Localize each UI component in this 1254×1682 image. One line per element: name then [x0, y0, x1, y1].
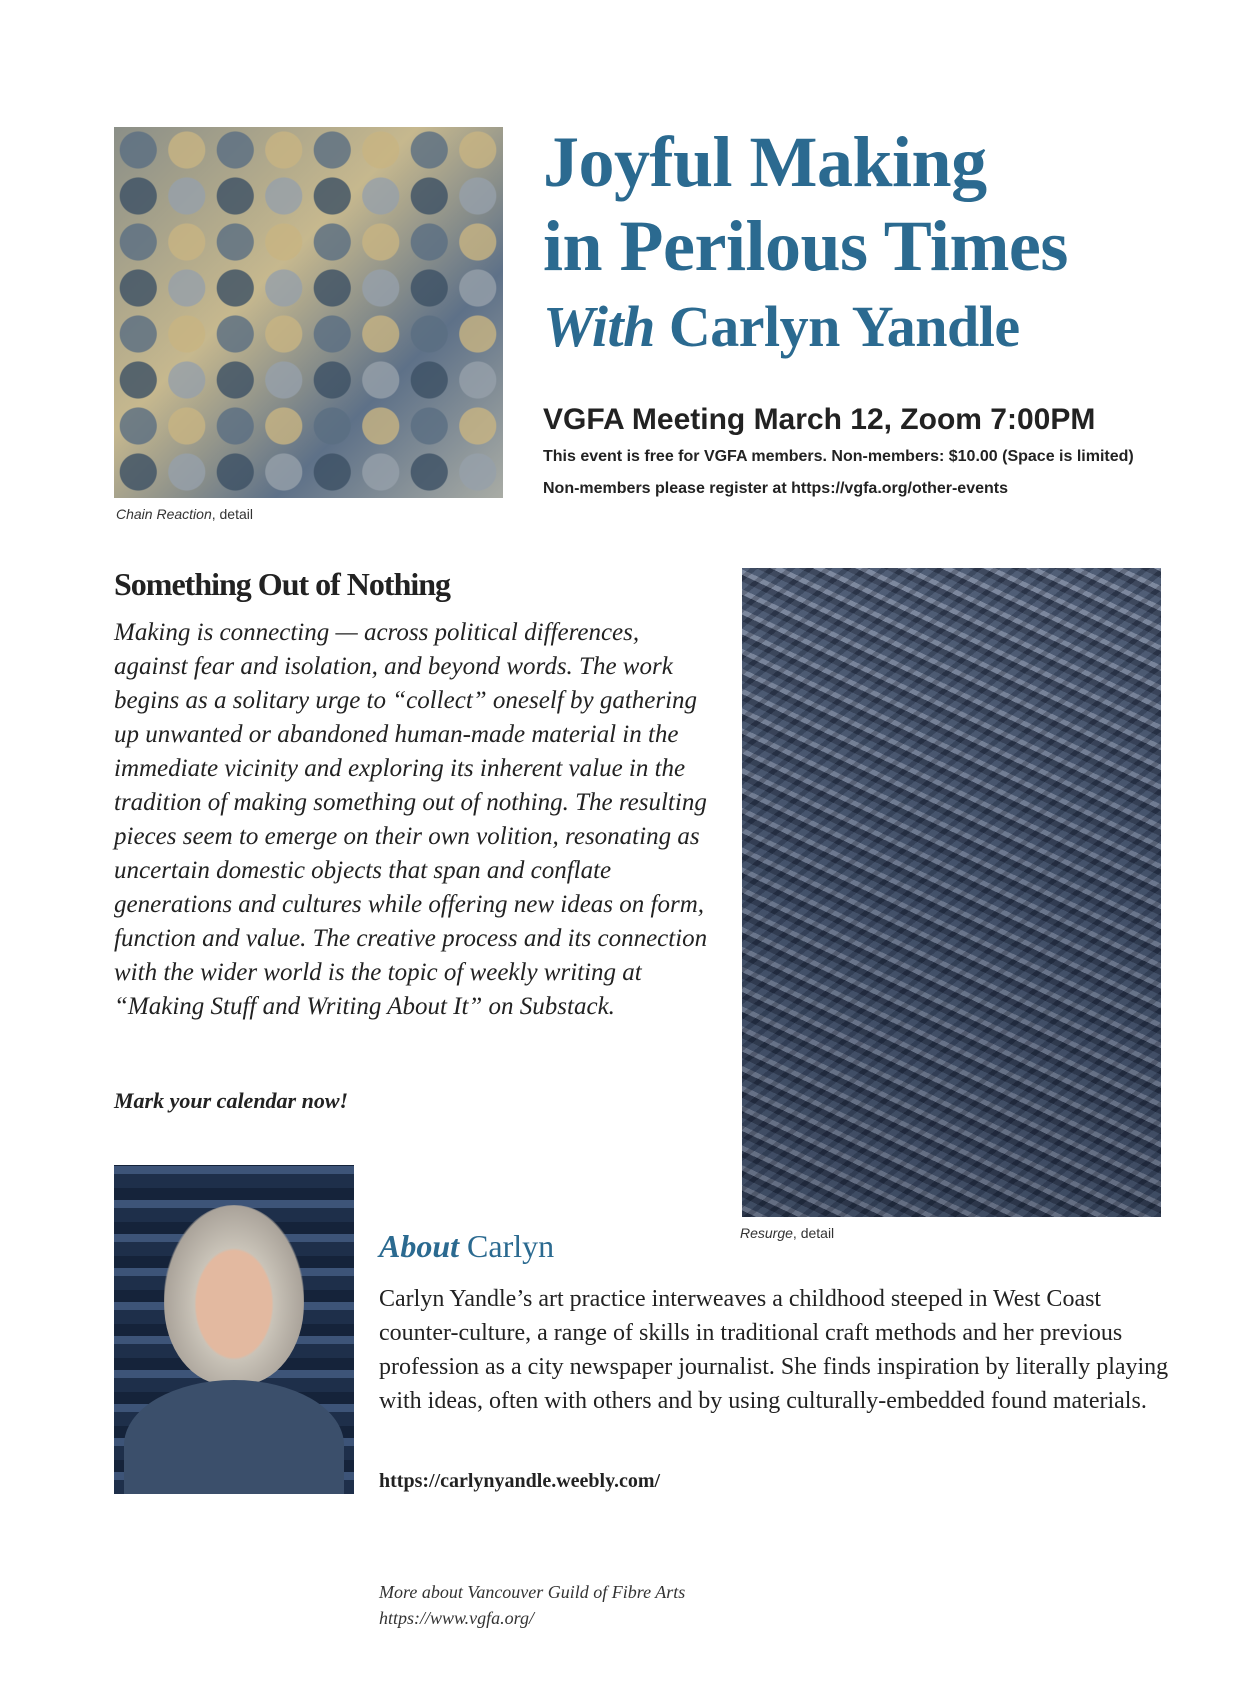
- title-line-1: Joyful Making: [543, 122, 987, 202]
- fee-info: This event is free for VGFA members. Non-members: $10.00 (Space is limited): [543, 448, 1134, 465]
- portrait-photo: [114, 1165, 354, 1494]
- caption-title: Resurge: [740, 1225, 793, 1241]
- calendar-cta: Mark your calendar now!: [114, 1088, 349, 1113]
- about-prefix: About: [379, 1228, 460, 1264]
- resurge-image: [742, 568, 1161, 1217]
- about-name: Carlyn: [467, 1228, 555, 1264]
- section-heading: Something Out of Nothing: [114, 566, 451, 602]
- title-with: With: [543, 294, 655, 359]
- title-name: Carlyn Yandle: [668, 294, 1020, 359]
- footer-text: More about Vancouver Guild of Fibre Arts: [379, 1582, 686, 1602]
- caption-suffix: , detail: [792, 1225, 835, 1241]
- chain-reaction-caption: [116, 506, 253, 522]
- chain-reaction-image: [114, 127, 503, 498]
- about-heading: [379, 1228, 554, 1265]
- event-title: [543, 120, 1068, 366]
- footer-link[interactable]: https://www.vgfa.org/: [379, 1608, 535, 1628]
- resurge-caption: [740, 1225, 834, 1241]
- title-line-2: in Perilous Times: [543, 206, 1068, 286]
- about-bio: Carlyn Yandle’s art practice interweaves a childhood steeped in West Coast counter-culture, a range of skills in traditional craft methods and her previous profession as a city newspaper journalist. She finds inspiration by literally playing with ideas, often with others and by using culturally-embedded found materials.: [379, 1286, 1169, 1414]
- caption-title: Chain Reaction: [116, 506, 212, 522]
- register-info: Non-members please register at https://vgfa.org/other-events: [543, 480, 1008, 497]
- caption-suffix: , detail: [211, 506, 253, 522]
- artist-website-link[interactable]: https://carlynyandle.weebly.com/: [379, 1470, 661, 1492]
- title-line-3: [543, 288, 1068, 366]
- meeting-headline: VGFA Meeting March 12, Zoom 7:00PM: [543, 403, 1096, 436]
- section-body: Making is connecting — across political differences, against fear and isolation, and beyond words. The work begins as a solitary urge to “collect” oneself by gathering up unwanted or abandoned human-made material in the immediate vicinity and exploring its inherent value in the tradition of making something out of nothing. The resulting pieces seem to emerge on their own volition, resonating as uncertain domestic objects that span and conflate generations and cultures while offering new ideas on form, function and value. The creative process and its connection with the wider world is the topic of weekly writing at “Making Stuff and Writing About It” on Substack.: [114, 619, 708, 1020]
